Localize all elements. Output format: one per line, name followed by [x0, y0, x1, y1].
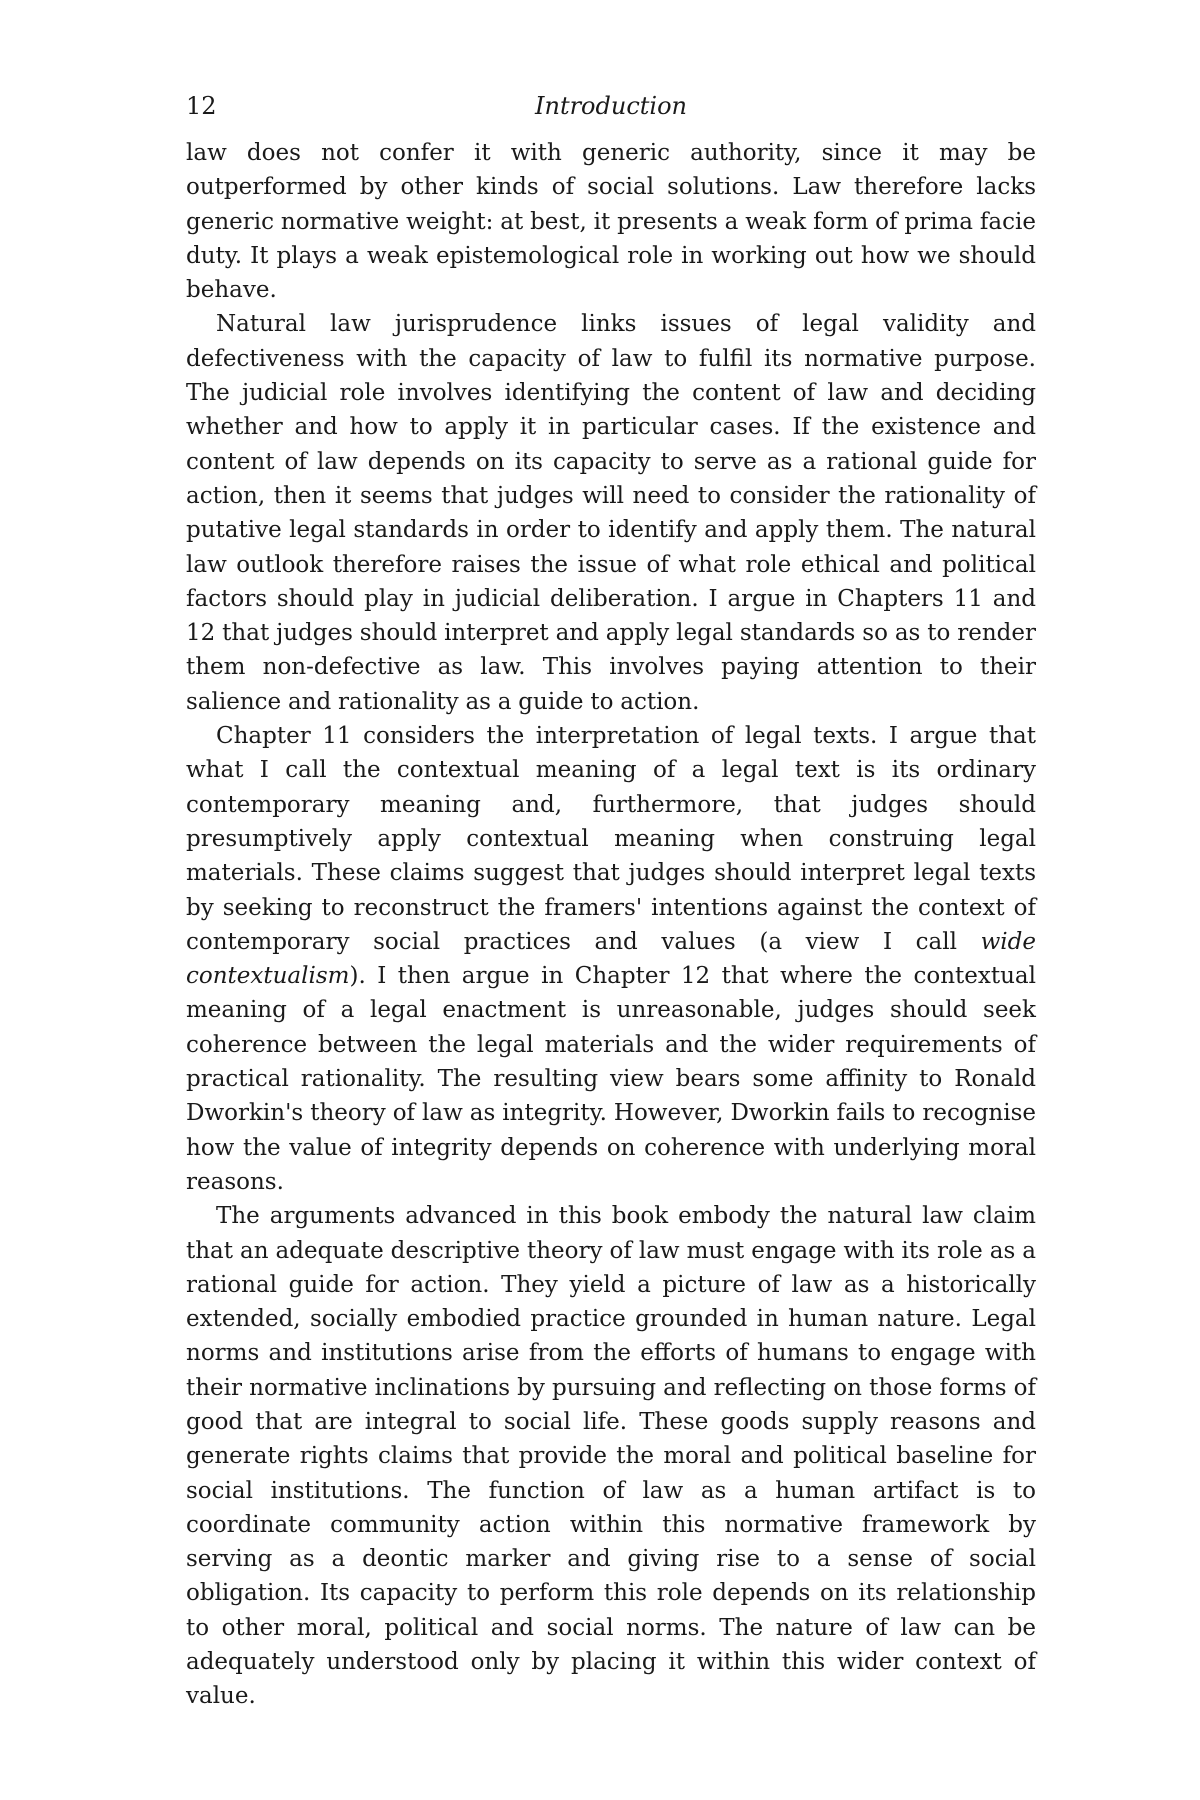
- paragraph-4: The arguments advanced in this book embody the natural law claim that an adequate descriptive theory of law must engage with its role as a rational guide for action. They yield a picture of law as a historically extended, socially embodied practice grounded in human nature. Legal norms and institutions arise from the efforts of humans to engage with their normative inclinations by pursuing and reflecting on those forms of good that are integral to social life. These goods supply reasons and generate rights claims that provide the moral and political baseline for social institutions. The function of law as a human artifact is to coordinate community action within this normative framework by serving as a deontic marker and giving rise to a sense of social obligation. Its capacity to perform this role depends on its relationship to other moral, political and social norms. The nature of law can be adequately understood only by placing it within this wider context of value.: [186, 1203, 1036, 1710]
- body-text: [186, 136, 1036, 1714]
- paragraph-1: law does not confer it with generic authority, since it may be outperformed by other kinds of social solutions. Law therefore lacks generic normative weight: at best, it presents a weak form of prima facie duty. It plays a weak epistemological role in working out how we should behave.: [186, 140, 1036, 304]
- paragraph-3: [186, 719, 1036, 1199]
- page-number: 12: [186, 92, 217, 120]
- paragraph-3-text-before: Chapter 11 considers the interpretation of legal texts. I argue that what I call the contextual meaning of a legal text is its ordinary contemporary meaning and, furthermore, that judges should presumptively apply contextual meaning when construing legal materials. These claims suggest that judges should interpret legal texts by seeking to reconstruct the framers' intentions against the context of contemporary social practices and values (a view I call: [186, 723, 1036, 955]
- paragraph-2: Natural law jurisprudence links issues of legal validity and defectiveness with the capacity of law to fulfil its normative purpose. The judicial role involves identifying the content of law and deciding whether and how to apply it in particular cases. If the existence and content of law depends on its capacity to serve as a rational guide for action, then it seems that judges will need to consider the rationality of putative legal standards in order to identify and apply them. The natural law outlook therefore raises the issue of what role ethical and political factors should play in judicial deliberation. I argue in Chapters 11 and 12 that judges should interpret and apply legal standards so as to render them non-defective as law. This involves paying attention to their salience and rationality as a guide to action.: [186, 311, 1036, 715]
- paragraph-3-emphasis: wide contextualism: [186, 928, 1036, 990]
- paragraph-3-text-after: ). I then argue in Chapter 12 that where the contextual meaning of a legal enactment is unreasonable, judges should seek coherence between the legal materials and the wider requirements of practical rationality. The resulting view bears some affinity to Ronald Dworkin's theory of law as integrity. However, Dworkin fails to recognise how the value of integrity depends on coherence with underlying moral reasons.: [186, 963, 1036, 1195]
- running-head: [186, 86, 1036, 126]
- book-page: [186, 86, 1036, 1714]
- running-title: Introduction: [535, 92, 687, 120]
